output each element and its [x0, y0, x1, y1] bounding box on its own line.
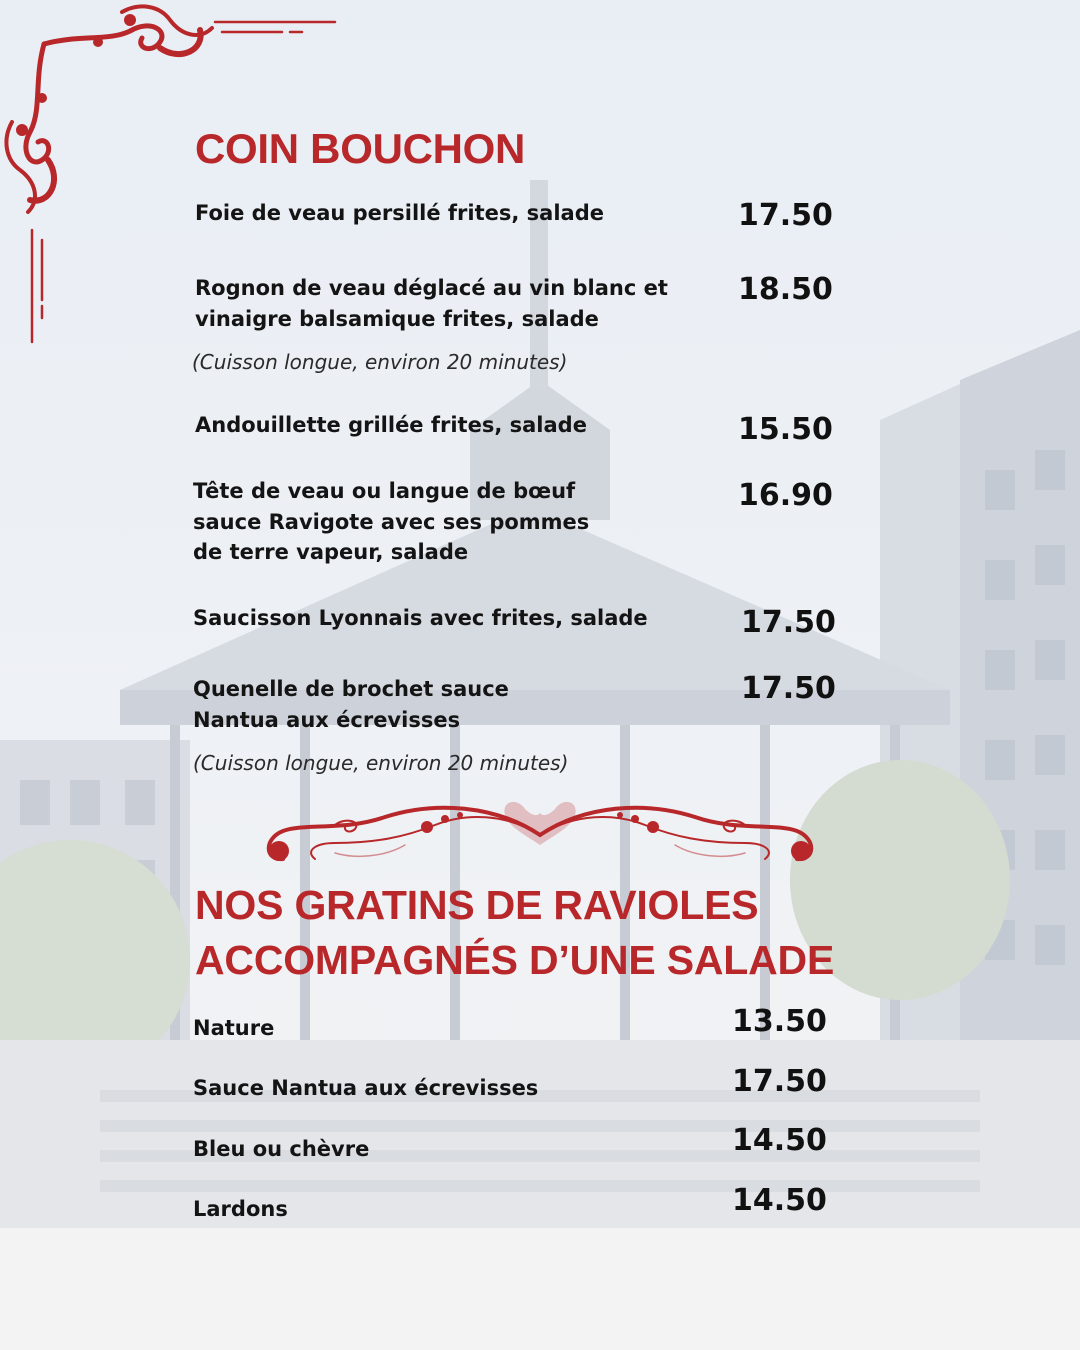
- gratin-item-lardons: Lardons: [193, 1197, 288, 1221]
- gratin-item-bleu-ou-chevre: Bleu ou chèvre: [193, 1137, 370, 1161]
- section-title-gratins-de-ravioles: NOS GRATINS DE RAVIOLES ACCOMPAGNÉS D’UNE SALADE: [195, 882, 835, 983]
- section-title-coin-bouchon: COIN BOUCHON: [195, 125, 526, 172]
- price-lardons: 14.50: [732, 1183, 827, 1218]
- price-nature: 13.50: [732, 1004, 827, 1039]
- cooking-time-note: (Cuisson longue, environ 20 minutes): [192, 350, 568, 374]
- price-bleu-ou-chevre: 14.50: [732, 1123, 827, 1158]
- price-rognon-de-veau: 18.50: [738, 272, 833, 307]
- price-foie-de-veau: 17.50: [738, 198, 833, 233]
- price-andouillette: 15.50: [738, 412, 833, 447]
- gratin-item-nature: Nature: [193, 1016, 275, 1040]
- price-sauce-nantua: 17.50: [732, 1064, 827, 1099]
- cooking-time-note: (Cuisson longue, environ 20 minutes): [193, 751, 569, 775]
- price-quenelle-de-brochet: 17.50: [741, 671, 836, 706]
- menu-item-rognon-de-veau: Rognon de veau déglacé au vin blanc et vinaigre balsamique frites, salade: [195, 276, 668, 331]
- price-saucisson-lyonnais: 17.50: [741, 605, 836, 640]
- menu-item-foie-de-veau: Foie de veau persillé frites, salade: [195, 201, 604, 225]
- menu-item-quenelle-de-brochet: Quenelle de brochet sauce Nantua aux écrevisses: [193, 677, 509, 732]
- price-tete-de-veau: 16.90: [738, 478, 833, 513]
- menu-item-andouillette: Andouillette grillée frites, salade: [195, 413, 587, 437]
- swirl-divider-icon: [255, 795, 825, 875]
- menu-item-tete-de-veau: Tête de veau ou langue de bœuf sauce Ravigote avec ses pommes de terre vapeur, salade: [193, 479, 590, 564]
- menu-item-saucisson-lyonnais: Saucisson Lyonnais avec frites, salade: [193, 606, 648, 630]
- gratin-item-sauce-nantua: Sauce Nantua aux écrevisses: [193, 1076, 539, 1100]
